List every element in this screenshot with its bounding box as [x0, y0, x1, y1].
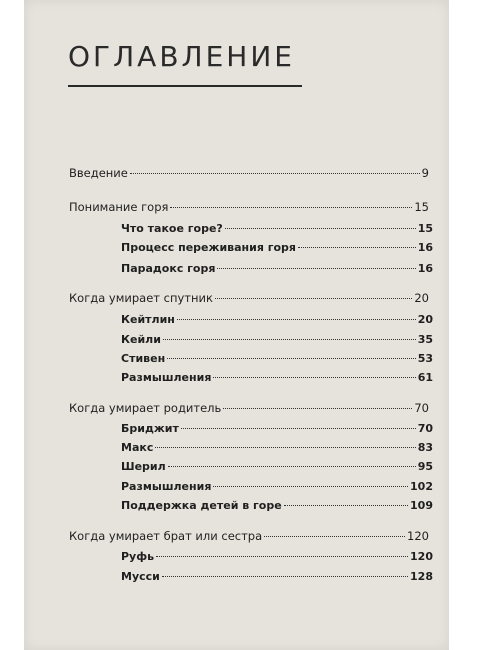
toc-entry-title: Макс: [121, 441, 154, 454]
toc-entry-title: Когда умирает спутник: [69, 291, 213, 305]
toc-entry-title: Размышления: [121, 371, 212, 384]
toc-leader-dots: [223, 408, 412, 409]
toc-section-entry: [121, 371, 433, 385]
toc-section-entry: [121, 333, 433, 347]
title-underline: [68, 85, 302, 87]
toc-section-entry: [121, 352, 433, 366]
toc-section-entry: [121, 441, 433, 455]
toc-section-entry: [121, 480, 433, 494]
toc-page-number: 15: [414, 200, 429, 214]
toc-leader-dots: [170, 207, 412, 208]
toc-page-number: 16: [417, 262, 433, 275]
toc-page-number: 102: [410, 480, 433, 493]
toc-page-number: 16: [417, 241, 433, 254]
toc-leader-dots: [177, 319, 416, 320]
toc-page-number: 15: [417, 222, 433, 235]
toc-leader-dots: [163, 339, 416, 340]
toc-entry-title: Стивен: [121, 352, 166, 365]
toc-chapter-entry: [69, 166, 429, 180]
toc-page-number: 70: [417, 422, 433, 435]
toc-page-number: 20: [414, 291, 429, 305]
toc-entry-title: Введение: [69, 166, 128, 180]
book-page: [24, 0, 449, 650]
toc-entry-title: Размышления: [121, 480, 212, 493]
toc-entry-title: Когда умирает брат или сестра: [69, 529, 263, 543]
toc-entry-title: Мусси: [121, 570, 160, 583]
toc-leader-dots: [156, 556, 408, 557]
toc-section-entry: [121, 313, 433, 327]
toc-leader-dots: [298, 247, 416, 248]
toc-entry-title: Кейли: [121, 333, 161, 346]
toc-entry-title: Понимание горя: [69, 200, 169, 214]
toc-leader-dots: [181, 428, 416, 429]
toc-section-entry: [121, 222, 433, 236]
toc-page-number: 95: [417, 460, 433, 473]
toc-page-number: 120: [407, 529, 429, 543]
toc-entry-title: Процесс переживания горя: [121, 241, 296, 254]
toc-chapter-entry: [69, 401, 429, 415]
toc-leader-dots: [217, 268, 415, 269]
toc-chapter-entry: [69, 200, 429, 214]
toc-leader-dots: [225, 228, 416, 229]
toc-page-number: 83: [417, 441, 433, 454]
toc-page-number: 70: [414, 401, 429, 415]
toc-section-entry: [121, 262, 433, 276]
toc-page-number: 9: [421, 166, 429, 180]
toc-leader-dots: [264, 536, 405, 537]
toc-entry-title: Шерил: [121, 460, 166, 473]
toc-page-number: 53: [417, 352, 433, 365]
toc-section-entry: [121, 550, 433, 564]
toc-section-entry: [121, 460, 433, 474]
toc-entry-title: Поддержка детей в горе: [121, 499, 282, 512]
toc-leader-dots: [162, 576, 408, 577]
toc-section-entry: [121, 241, 433, 255]
toc-page-number: 61: [417, 371, 433, 384]
page-title: ОГЛАВЛЕНИЕ: [68, 40, 295, 73]
toc-section-entry: [121, 499, 433, 513]
toc-page-number: 109: [410, 499, 433, 512]
toc-leader-dots: [284, 505, 408, 506]
toc-page-number: 20: [417, 313, 433, 326]
toc-page-number: 35: [417, 333, 433, 346]
toc-section-entry: [121, 422, 433, 436]
toc-section-entry: [121, 570, 433, 584]
toc-page-number: 128: [410, 570, 433, 583]
toc-entry-title: Что такое горе?: [121, 222, 223, 235]
toc-entry-title: Руфь: [121, 550, 155, 563]
toc-leader-dots: [155, 447, 415, 448]
toc-leader-dots: [168, 466, 416, 467]
toc-leader-dots: [130, 173, 420, 174]
toc-entry-title: Бриджит: [121, 422, 179, 435]
toc-entry-title: Кейтлин: [121, 313, 175, 326]
toc-chapter-entry: [69, 291, 429, 305]
toc-page-number: 120: [410, 550, 433, 563]
toc-leader-dots: [213, 377, 415, 378]
toc-leader-dots: [213, 486, 408, 487]
toc-entry-title: Когда умирает родитель: [69, 401, 222, 415]
toc-leader-dots: [215, 298, 412, 299]
toc-entry-title: Парадокс горя: [121, 262, 216, 275]
toc-chapter-entry: [69, 529, 429, 543]
toc-leader-dots: [167, 358, 416, 359]
